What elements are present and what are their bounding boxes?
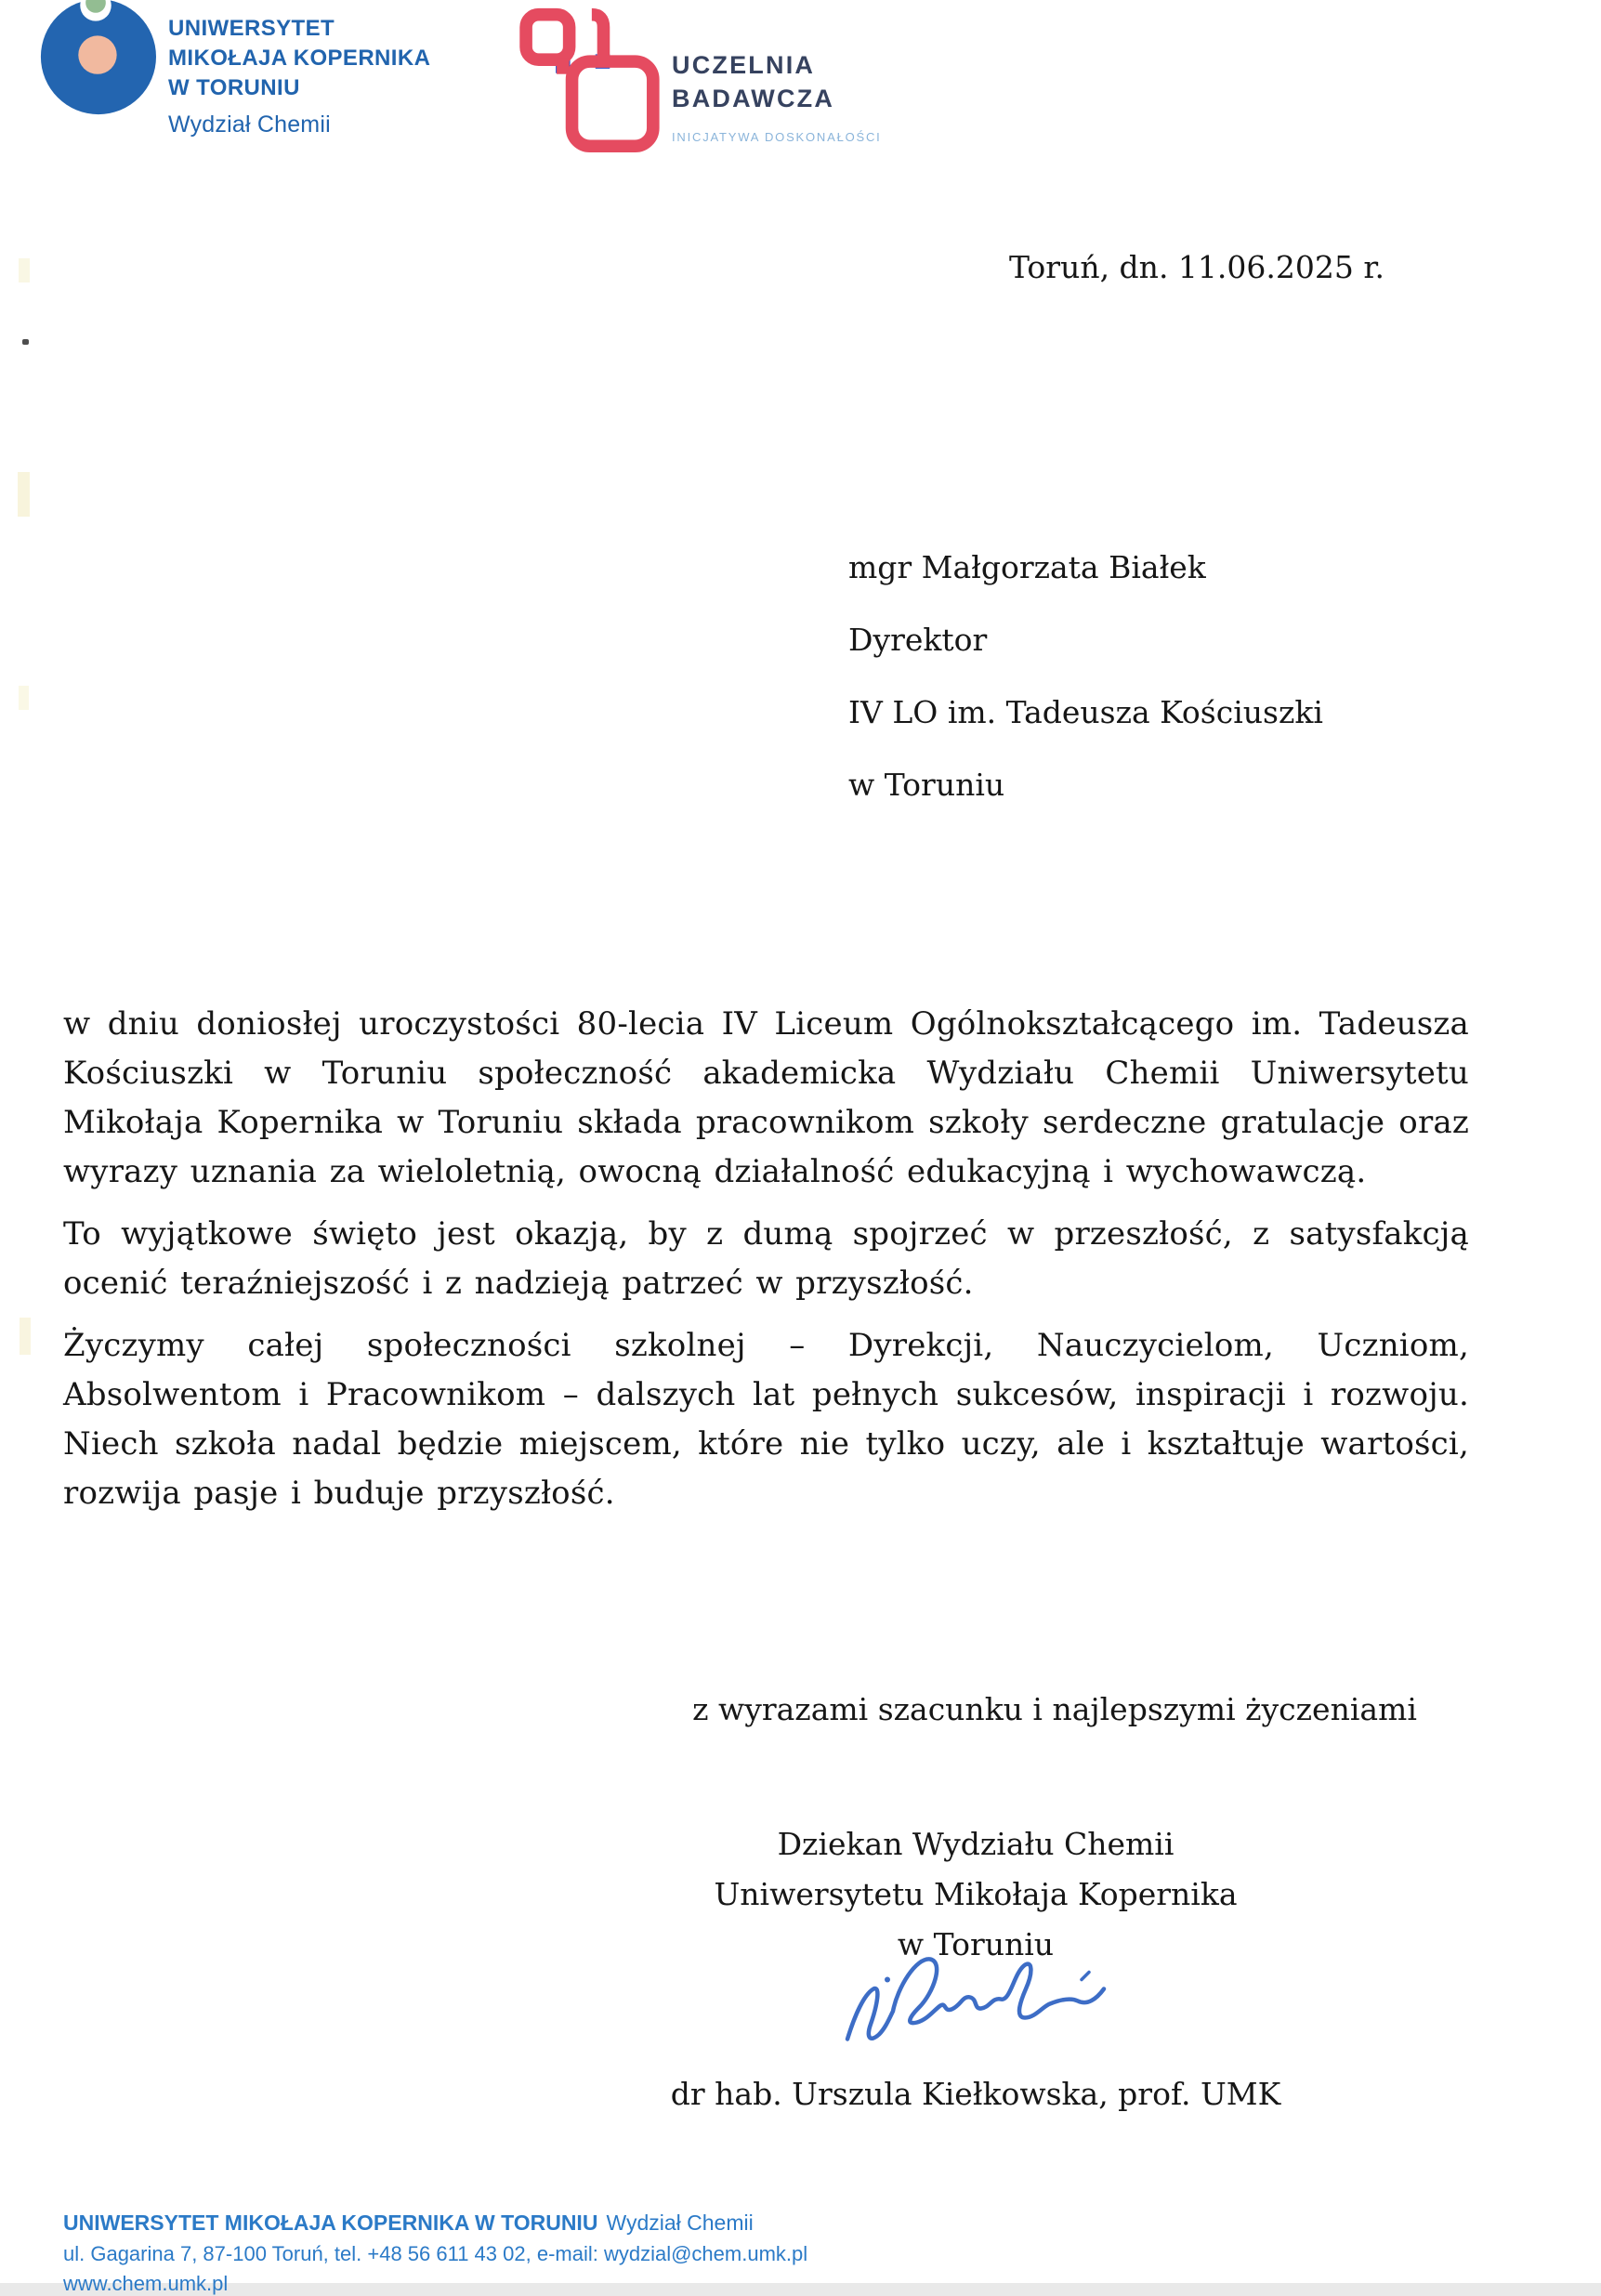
scan-artifact-smudge [19,686,29,710]
closing-line: z wyrazami szacunku i najlepszymi życzeniami [692,1691,1417,1727]
recipient-line: w Toruniu [848,767,1005,803]
signatory-title-line: w Toruniu [897,1926,1055,1962]
umk-wordmark-line: W TORUNIU [168,75,300,100]
scan-artifact-smudge [19,258,30,282]
handwritten-signature-icon [834,1944,1113,2060]
footer-line-website: www.chem.umk.pl [63,2272,229,2295]
recipient-line: IV LO im. Tadeusza Kościuszki [848,694,1323,730]
date-line: Toruń, dn. 11.06.2025 r. [1008,249,1384,285]
signatory-title-line: Uniwersytetu Mikołaja Kopernika [714,1876,1238,1912]
uczelnia-badawcza-wordmark [672,48,882,144]
body-paragraph: To wyjątkowe święto jest okazją, by z dumą spojrzeć w przeszłość, z satysfakcją ocenić teraźniejszość i z nadzieją patrzeć w przyszłość. [63,1215,1469,1302]
body-paragraph: w dniu doniosłej uroczystości 80-lecia IV Liceum Ogólnokształcącego im. Tadeusza Kościuszki w Toruniu społeczność akademicka Wydziału Chemii Uniwersytetu Mikołaja Kopernika w Toruniu składa pracownikom szkoły serdeczne gratulacje oraz wyrazy uznania za wieloletnią, owocną działalność edukacyjną i wychowawczą. [63,1005,1469,1190]
letter-body [63,1000,1469,1531]
ub-wordmark-line: BADAWCZA [672,85,835,112]
umk-wordmark-line: MIKOŁAJA KOPERNIKA [168,46,431,71]
umk-wordmark-line: UNIWERSYTET [168,16,335,41]
signatory-title-line: Dziekan Wydziału Chemii [777,1826,1175,1862]
body-paragraph: Życzymy całej społeczności szkolnej – Dyrekcji, Nauczycielom, Uczniom, Absolwentom i Pracownikom – dalszych lat pełnych sukcesów, inspiracji i rozwoju. Niech szkoła nadal będzie miejscem, które nie tylko uczy, ale i kształtuje wartości, rozwija pasje i buduje przyszłość. [63,1327,1469,1512]
footer-institution-bold: UNIWERSYTET MIKOŁAJA KOPERNIKA W TORUNIU [63,2211,598,2235]
scan-artifact-smudge [18,472,30,517]
umk-logo-icon [26,0,165,121]
signatory-name: dr hab. Urszula Kiełkowska, prof. UMK [670,2076,1281,2112]
umk-faculty-label: Wydział Chemii [168,112,331,138]
scan-artifact-smudge [20,1318,31,1355]
scan-artifact-dot [22,339,29,345]
uczelnia-badawcza-logo-icon [513,6,663,154]
recipient-line: Dyrektor [848,622,988,658]
footer-line-institution [63,2211,807,2236]
ub-wordmark-line: UCZELNIA [672,51,816,79]
recipient-line: mgr Małgorzata Białek [848,549,1206,585]
footer-line-contact: ul. Gagarina 7, 87-100 Toruń, tel. +48 56 611 43 02, e-mail: wydzial@chem.umk.pl [63,2242,808,2265]
footer-address-block [63,2211,807,2296]
ub-tagline: INICJATYWA DOSKONAŁOŚCI [672,130,882,144]
footer-institution-faculty: Wydział Chemii [606,2211,754,2235]
recipient-block [848,531,1323,821]
umk-wordmark [168,14,430,138]
